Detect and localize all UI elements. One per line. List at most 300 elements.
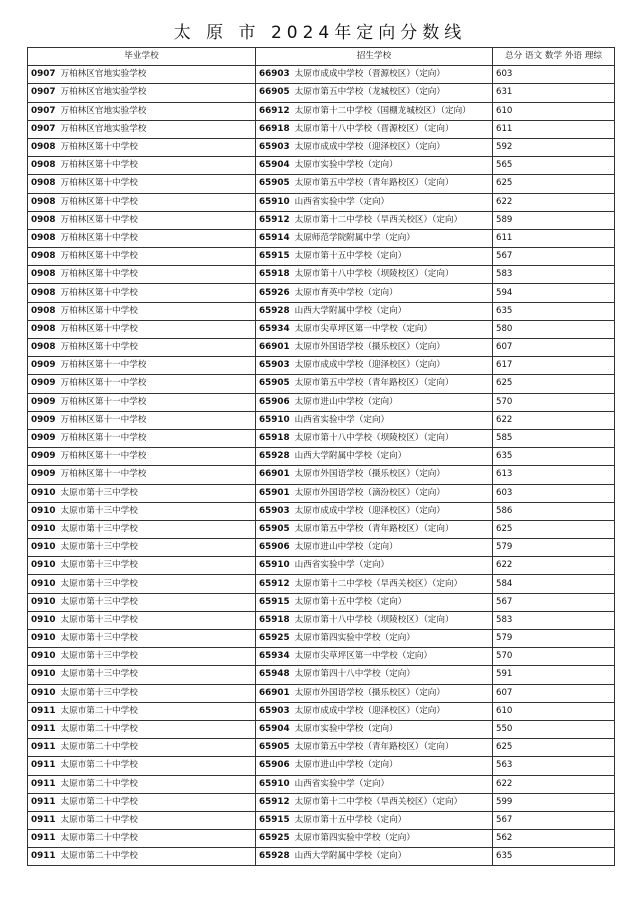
table-header-row	[28, 48, 615, 66]
graduation-school-code: 0910	[31, 651, 56, 662]
admission-school-name: 太原市第四实验中学校（定向）	[294, 633, 415, 644]
graduation-school-name: 万柏林区第十中学校	[60, 305, 138, 316]
graduation-school-name: 万柏林区第十中学校	[60, 160, 138, 171]
admission-school-code: 65928	[259, 305, 290, 316]
total-score: 617	[493, 357, 615, 375]
table-row	[28, 120, 615, 138]
graduation-school-cell	[28, 266, 256, 284]
total-score: 579	[493, 630, 615, 648]
total-score: 589	[493, 211, 615, 229]
total-score: 579	[493, 539, 615, 557]
graduation-school-code: 0911	[31, 705, 56, 716]
admission-school-name: 太原市外国语学校（摄乐校区）（定向）	[294, 687, 445, 698]
admission-school-name: 太原市第十五中学校（定向）	[294, 251, 407, 262]
table-row	[28, 429, 615, 447]
total-score: 603	[493, 484, 615, 502]
admission-school-name: 太原市第四实验中学校（定向）	[294, 833, 415, 844]
total-score: 567	[493, 811, 615, 829]
graduation-school-cell	[28, 429, 256, 447]
admission-school-name: 太原市进山中学校（定向）	[294, 760, 398, 771]
graduation-school-cell	[28, 811, 256, 829]
graduation-school-code: 0910	[31, 578, 56, 589]
admission-school-cell	[256, 193, 493, 211]
table-row	[28, 157, 615, 175]
graduation-school-name: 太原市第二十中学校	[60, 724, 138, 735]
admission-school-code: 65926	[259, 287, 290, 298]
admission-school-cell	[256, 702, 493, 720]
graduation-school-cell	[28, 393, 256, 411]
admission-school-cell	[256, 739, 493, 757]
total-score: 631	[493, 84, 615, 102]
graduation-school-code: 0909	[31, 469, 56, 480]
graduation-school-code: 0910	[31, 633, 56, 644]
table-row	[28, 66, 615, 84]
admission-school-code: 65910	[259, 560, 290, 571]
admission-school-name: 太原市第十八中学校（晋源校区）（定向）	[294, 123, 454, 134]
graduation-school-name: 太原市第十三中学校	[60, 596, 138, 607]
admission-school-code: 65928	[259, 451, 290, 462]
graduation-school-cell	[28, 775, 256, 793]
graduation-school-code: 0908	[31, 142, 56, 153]
graduation-school-cell	[28, 375, 256, 393]
admission-school-cell	[256, 211, 493, 229]
table-row	[28, 339, 615, 357]
graduation-school-code: 0907	[31, 69, 56, 80]
admission-school-cell	[256, 720, 493, 738]
total-score: 592	[493, 138, 615, 156]
graduation-school-cell	[28, 339, 256, 357]
graduation-school-cell	[28, 211, 256, 229]
table-body	[28, 66, 615, 866]
table-row	[28, 229, 615, 247]
graduation-school-cell	[28, 357, 256, 375]
admission-school-cell	[256, 502, 493, 520]
admission-school-cell	[256, 811, 493, 829]
table-row	[28, 830, 615, 848]
graduation-school-cell	[28, 229, 256, 247]
total-score: 622	[493, 411, 615, 429]
admission-school-code: 65934	[259, 323, 290, 334]
admission-school-code: 65910	[259, 196, 290, 207]
admission-school-code: 65905	[259, 742, 290, 753]
graduation-school-code: 0911	[31, 760, 56, 771]
graduation-school-name: 万柏林区第十一中学校	[60, 451, 147, 462]
graduation-school-name: 太原市第十三中学校	[60, 614, 138, 625]
admission-school-cell	[256, 393, 493, 411]
graduation-school-cell	[28, 320, 256, 338]
graduation-school-name: 太原市第十三中学校	[60, 651, 138, 662]
graduation-school-name: 万柏林区第十中学校	[60, 232, 138, 243]
graduation-school-name: 万柏林区第十中学校	[60, 142, 138, 153]
table-row	[28, 502, 615, 520]
graduation-school-cell	[28, 648, 256, 666]
graduation-school-code: 0911	[31, 742, 56, 753]
header-scores: 总分 语文 数学 外语 理综	[493, 48, 615, 66]
admission-school-code: 65915	[259, 251, 290, 262]
total-score: 635	[493, 848, 615, 866]
table-row	[28, 320, 615, 338]
admission-school-code: 65903	[259, 505, 290, 516]
graduation-school-name: 万柏林区第十中学校	[60, 196, 138, 207]
admission-school-code: 65915	[259, 814, 290, 825]
table-row	[28, 793, 615, 811]
table-row	[28, 375, 615, 393]
admission-school-cell	[256, 666, 493, 684]
admission-school-cell	[256, 302, 493, 320]
admission-school-cell	[256, 84, 493, 102]
admission-school-cell	[256, 102, 493, 120]
admission-school-code: 65918	[259, 433, 290, 444]
total-score: 591	[493, 666, 615, 684]
admission-school-name: 山西省实验中学（定向）	[294, 560, 390, 571]
admission-school-cell	[256, 793, 493, 811]
admission-school-name: 太原市成成中学校（晋源校区）（定向）	[294, 69, 445, 80]
admission-school-code: 65912	[259, 578, 290, 589]
total-score: 603	[493, 66, 615, 84]
graduation-school-code: 0910	[31, 614, 56, 625]
admission-school-code: 65905	[259, 178, 290, 189]
admission-school-name: 太原市第五中学校（青年路校区）（定向）	[294, 742, 454, 753]
graduation-school-name: 万柏林区官地实验学校	[60, 69, 147, 80]
graduation-school-name: 万柏林区第十中学校	[60, 269, 138, 280]
admission-school-name: 山西大学附属中学校（定向）	[294, 851, 407, 862]
table-row	[28, 630, 615, 648]
admission-school-code: 65901	[259, 487, 290, 498]
graduation-school-code: 0907	[31, 123, 56, 134]
admission-school-code: 66901	[259, 469, 290, 480]
graduation-school-code: 0911	[31, 833, 56, 844]
table-row	[28, 520, 615, 538]
admission-school-code: 65915	[259, 596, 290, 607]
graduation-school-cell	[28, 684, 256, 702]
admission-school-cell	[256, 775, 493, 793]
table-row	[28, 302, 615, 320]
graduation-school-code: 0910	[31, 542, 56, 553]
graduation-school-cell	[28, 448, 256, 466]
admission-school-name: 太原市第十八中学校（坝陵校区）（定向）	[294, 614, 454, 625]
graduation-school-name: 太原市第十三中学校	[60, 505, 138, 516]
table-row	[28, 684, 615, 702]
table-row	[28, 539, 615, 557]
graduation-school-name: 太原市第十三中学校	[60, 487, 138, 498]
graduation-school-name: 太原市第二十中学校	[60, 814, 138, 825]
graduation-school-code: 0910	[31, 487, 56, 498]
admission-school-name: 山西省实验中学（定向）	[294, 778, 390, 789]
graduation-school-name: 万柏林区官地实验学校	[60, 87, 147, 98]
admission-school-cell	[256, 411, 493, 429]
admission-school-code: 65905	[259, 378, 290, 389]
admission-school-cell	[256, 630, 493, 648]
admission-school-code: 65903	[259, 705, 290, 716]
graduation-school-code: 0907	[31, 105, 56, 116]
graduation-school-cell	[28, 502, 256, 520]
admission-school-code: 65948	[259, 669, 290, 680]
graduation-school-code: 0909	[31, 378, 56, 389]
total-score: 580	[493, 320, 615, 338]
admission-school-name: 太原市进山中学校（定向）	[294, 396, 398, 407]
table-row	[28, 720, 615, 738]
admission-school-code: 66901	[259, 342, 290, 353]
table-row	[28, 466, 615, 484]
admission-school-name: 太原市成成中学校（迎泽校区）（定向）	[294, 142, 445, 153]
total-score: 594	[493, 284, 615, 302]
graduation-school-name: 万柏林区第十一中学校	[60, 414, 147, 425]
admission-school-cell	[256, 266, 493, 284]
admission-school-code: 65918	[259, 269, 290, 280]
graduation-school-code: 0908	[31, 251, 56, 262]
admission-school-cell	[256, 757, 493, 775]
admission-school-cell	[256, 357, 493, 375]
admission-school-name: 山西省实验中学（定向）	[294, 414, 390, 425]
table-row	[28, 739, 615, 757]
total-score: 622	[493, 557, 615, 575]
graduation-school-name: 万柏林区第十一中学校	[60, 396, 147, 407]
graduation-school-cell	[28, 157, 256, 175]
admission-school-name: 太原市实验中学校（定向）	[294, 160, 398, 171]
total-score: 625	[493, 375, 615, 393]
graduation-school-name: 太原市第十三中学校	[60, 578, 138, 589]
graduation-school-code: 0911	[31, 814, 56, 825]
admission-school-code: 66903	[259, 69, 290, 80]
admission-school-code: 65906	[259, 542, 290, 553]
table-row	[28, 84, 615, 102]
graduation-school-name: 万柏林区第十中学校	[60, 251, 138, 262]
admission-school-name: 山西大学附属中学校（定向）	[294, 451, 407, 462]
total-score: 586	[493, 502, 615, 520]
total-score: 562	[493, 830, 615, 848]
admission-school-code: 65928	[259, 851, 290, 862]
table-row	[28, 648, 615, 666]
table-row	[28, 138, 615, 156]
table-row	[28, 757, 615, 775]
total-score: 599	[493, 793, 615, 811]
graduation-school-name: 太原市第二十中学校	[60, 760, 138, 771]
admission-school-cell	[256, 429, 493, 447]
total-score: 610	[493, 102, 615, 120]
admission-school-cell	[256, 339, 493, 357]
graduation-school-name: 万柏林区第十一中学校	[60, 433, 147, 444]
total-score: 570	[493, 393, 615, 411]
admission-school-code: 66912	[259, 105, 290, 116]
total-score: 622	[493, 775, 615, 793]
graduation-school-cell	[28, 739, 256, 757]
total-score: 635	[493, 302, 615, 320]
total-score: 635	[493, 448, 615, 466]
total-score: 565	[493, 157, 615, 175]
total-score: 584	[493, 575, 615, 593]
table-row	[28, 357, 615, 375]
graduation-school-code: 0908	[31, 287, 56, 298]
admission-school-name: 太原市第五中学校（龙城校区）（定向）	[294, 87, 445, 98]
admission-school-cell	[256, 229, 493, 247]
admission-school-cell	[256, 448, 493, 466]
table-row	[28, 557, 615, 575]
table-row	[28, 393, 615, 411]
score-table	[27, 47, 615, 866]
graduation-school-name: 太原市第十三中学校	[60, 687, 138, 698]
graduation-school-cell	[28, 830, 256, 848]
table-row	[28, 702, 615, 720]
table-row	[28, 484, 615, 502]
graduation-school-code: 0908	[31, 232, 56, 243]
admission-school-cell	[256, 684, 493, 702]
admission-school-cell	[256, 484, 493, 502]
admission-school-name: 太原市第十二中学校（旱西关校区）（定向）	[294, 214, 463, 225]
total-score: 570	[493, 648, 615, 666]
admission-school-cell	[256, 120, 493, 138]
graduation-school-name: 万柏林区第十中学校	[60, 323, 138, 334]
admission-school-name: 太原市外国语学校（滴汾校区）（定向）	[294, 487, 445, 498]
table-row	[28, 811, 615, 829]
graduation-school-code: 0910	[31, 560, 56, 571]
page-title: 太 原 市 2024年定向分数线	[173, 23, 467, 43]
header-graduation-school: 毕业学校	[28, 48, 256, 66]
admission-school-code: 65905	[259, 523, 290, 534]
admission-school-code: 65910	[259, 414, 290, 425]
graduation-school-name: 万柏林区第十一中学校	[60, 360, 147, 371]
graduation-school-code: 0909	[31, 396, 56, 407]
graduation-school-name: 太原市第十三中学校	[60, 542, 138, 553]
graduation-school-cell	[28, 102, 256, 120]
graduation-school-code: 0908	[31, 178, 56, 189]
admission-school-name: 太原市实验中学校（定向）	[294, 724, 398, 735]
graduation-school-cell	[28, 411, 256, 429]
graduation-school-name: 太原市第十三中学校	[60, 560, 138, 571]
admission-school-code: 65903	[259, 360, 290, 371]
admission-school-name: 太原市第十八中学校（坝陵校区）（定向）	[294, 269, 454, 280]
graduation-school-name: 太原市第十三中学校	[60, 669, 138, 680]
graduation-school-cell	[28, 666, 256, 684]
admission-school-code: 65906	[259, 760, 290, 771]
admission-school-code: 65934	[259, 651, 290, 662]
graduation-school-name: 太原市第二十中学校	[60, 778, 138, 789]
graduation-school-code: 0909	[31, 433, 56, 444]
admission-school-code: 65906	[259, 396, 290, 407]
admission-school-name: 山西省实验中学（定向）	[294, 196, 390, 207]
admission-school-cell	[256, 157, 493, 175]
graduation-school-name: 万柏林区第十中学校	[60, 178, 138, 189]
graduation-school-code: 0910	[31, 596, 56, 607]
admission-school-cell	[256, 284, 493, 302]
admission-school-name: 太原市第五中学校（青年路校区）（定向）	[294, 178, 454, 189]
graduation-school-code: 0911	[31, 778, 56, 789]
total-score: 613	[493, 466, 615, 484]
admission-school-cell	[256, 539, 493, 557]
admission-school-name: 太原市第十二中学校（国棚龙城校区）（定向）	[294, 105, 471, 116]
admission-school-code: 65910	[259, 778, 290, 789]
graduation-school-cell	[28, 793, 256, 811]
admission-school-name: 太原市外国语学校（摄乐校区）（定向）	[294, 469, 445, 480]
admission-school-name: 太原市成成中学校（迎泽校区）（定向）	[294, 705, 445, 716]
graduation-school-cell	[28, 466, 256, 484]
header-admission-school: 招生学校	[256, 48, 493, 66]
graduation-school-code: 0907	[31, 87, 56, 98]
graduation-school-cell	[28, 484, 256, 502]
admission-school-name: 太原市成成中学校（迎泽校区）（定向）	[294, 505, 445, 516]
total-score: 622	[493, 193, 615, 211]
admission-school-name: 太原市第十五中学校（定向）	[294, 596, 407, 607]
admission-school-cell	[256, 557, 493, 575]
graduation-school-code: 0909	[31, 360, 56, 371]
admission-school-name: 太原市第四十八中学校（定向）	[294, 669, 415, 680]
table-row	[28, 193, 615, 211]
graduation-school-cell	[28, 557, 256, 575]
graduation-school-code: 0910	[31, 523, 56, 534]
graduation-school-code: 0910	[31, 669, 56, 680]
graduation-school-cell	[28, 175, 256, 193]
graduation-school-cell	[28, 66, 256, 84]
table-row	[28, 266, 615, 284]
admission-school-cell	[256, 520, 493, 538]
graduation-school-name: 万柏林区第十中学校	[60, 342, 138, 353]
graduation-school-code: 0908	[31, 342, 56, 353]
graduation-school-code: 0910	[31, 505, 56, 516]
graduation-school-cell	[28, 757, 256, 775]
graduation-school-cell	[28, 575, 256, 593]
graduation-school-cell	[28, 284, 256, 302]
graduation-school-name: 太原市第十三中学校	[60, 523, 138, 534]
table-row	[28, 284, 615, 302]
graduation-school-cell	[28, 702, 256, 720]
admission-school-code: 65925	[259, 633, 290, 644]
admission-school-name: 太原市第五中学校（青年路校区）（定向）	[294, 523, 454, 534]
table-row	[28, 175, 615, 193]
graduation-school-name: 太原市第二十中学校	[60, 851, 138, 862]
graduation-school-code: 0911	[31, 796, 56, 807]
admission-school-cell	[256, 175, 493, 193]
admission-school-name: 太原市第十二中学校（旱西关校区）（定向）	[294, 578, 463, 589]
graduation-school-name: 太原市第二十中学校	[60, 705, 138, 716]
total-score: 611	[493, 120, 615, 138]
graduation-school-cell	[28, 120, 256, 138]
admission-school-code: 65912	[259, 796, 290, 807]
admission-school-name: 山西大学附属中学校（定向）	[294, 305, 407, 316]
admission-school-cell	[256, 611, 493, 629]
admission-school-cell	[256, 648, 493, 666]
table-row	[28, 848, 615, 866]
graduation-school-code: 0909	[31, 451, 56, 462]
total-score: 583	[493, 266, 615, 284]
admission-school-code: 66905	[259, 87, 290, 98]
admission-school-code: 66901	[259, 687, 290, 698]
graduation-school-code: 0908	[31, 269, 56, 280]
admission-school-name: 太原师范学院附属中学（定向）	[294, 232, 415, 243]
table-row	[28, 611, 615, 629]
total-score: 585	[493, 429, 615, 447]
graduation-school-name: 太原市第二十中学校	[60, 833, 138, 844]
admission-school-name: 太原市第十五中学校（定向）	[294, 814, 407, 825]
graduation-school-cell	[28, 848, 256, 866]
total-score: 611	[493, 229, 615, 247]
graduation-school-name: 万柏林区第十中学校	[60, 214, 138, 225]
total-score: 567	[493, 248, 615, 266]
admission-school-name: 太原市第十二中学校（旱西关校区）（定向）	[294, 796, 463, 807]
admission-school-name: 太原市进山中学校（定向）	[294, 542, 398, 553]
admission-school-cell	[256, 575, 493, 593]
graduation-school-cell	[28, 193, 256, 211]
admission-school-name: 太原市成成中学校（迎泽校区）（定向）	[294, 360, 445, 371]
total-score: 625	[493, 739, 615, 757]
total-score: 625	[493, 520, 615, 538]
total-score: 567	[493, 593, 615, 611]
admission-school-name: 太原市第五中学校（青年路校区）（定向）	[294, 378, 454, 389]
admission-school-cell	[256, 248, 493, 266]
table-row	[28, 666, 615, 684]
graduation-school-name: 万柏林区官地实验学校	[60, 105, 147, 116]
total-score: 610	[493, 702, 615, 720]
admission-school-code: 65904	[259, 160, 290, 171]
total-score: 607	[493, 339, 615, 357]
